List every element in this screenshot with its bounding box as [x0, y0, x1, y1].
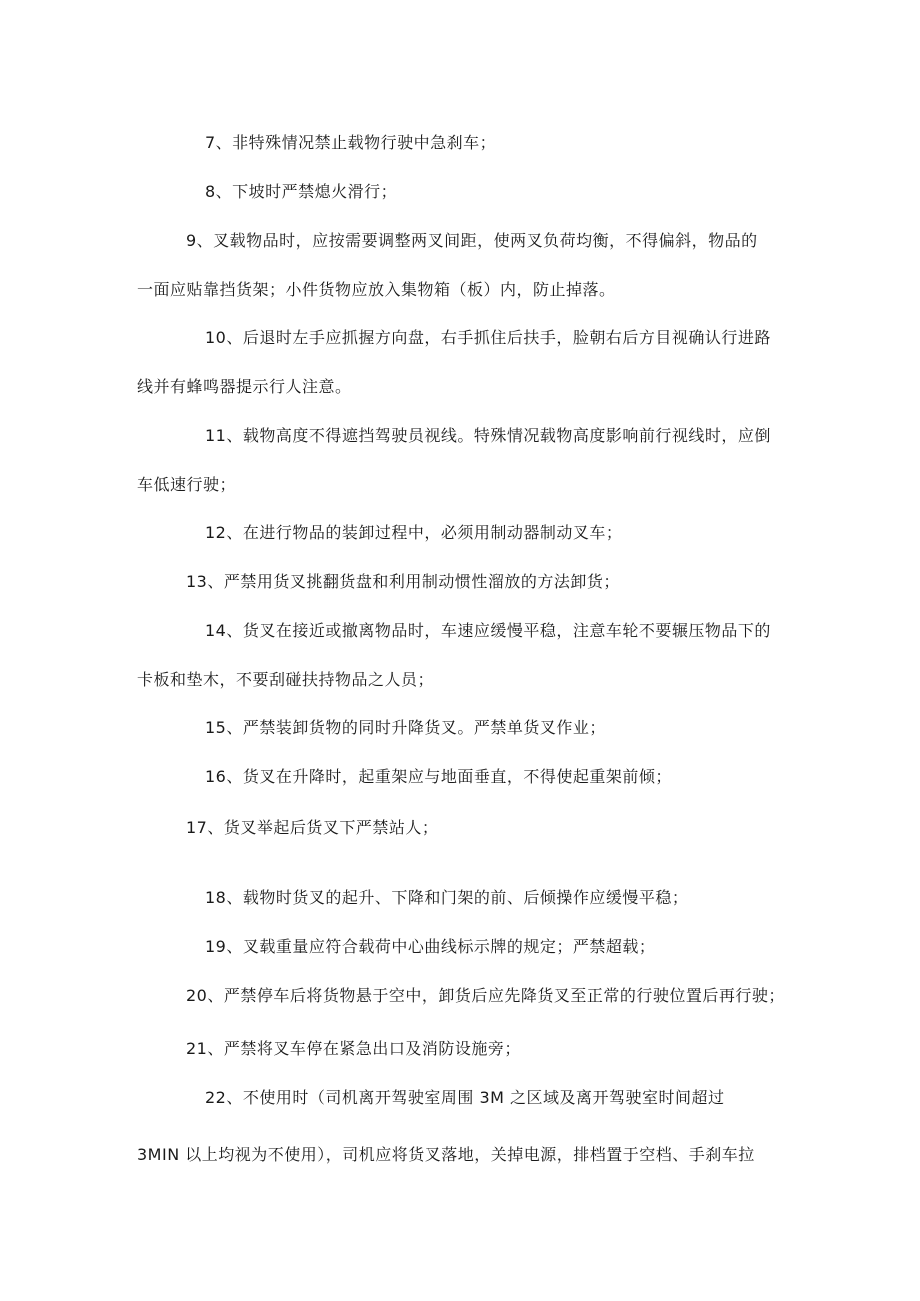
- rule-22-line-2: 3MIN 以上均视为不使用），司机应将货叉落地，关掉电源，排档置于空档、手刹车拉: [137, 1145, 755, 1164]
- rule-11-line-2: 车低速行驶；: [137, 475, 237, 494]
- rule-13-line-1: 13、严禁用货叉挑翻货盘和利用制动惯性溜放的方法卸货；: [186, 572, 620, 591]
- rule-15-line-1: 15、严禁装卸货物的同时升降货叉。严禁单货叉作业；: [205, 718, 606, 737]
- rule-18-line-1: 18、载物时货叉的起升、下降和门架的前、后倾操作应缓慢平稳；: [205, 888, 689, 907]
- rule-11-line-1: 11、载物高度不得遮挡驾驶员视线。特殊情况载物高度影响前行视线时，应倒: [205, 426, 771, 445]
- rule-14-line-2: 卡板和垫木，不要刮碰扶持物品之人员；: [137, 670, 435, 689]
- rule-12-line-1: 12、在进行物品的装卸过程中，必须用制动器制动叉车；: [205, 523, 623, 542]
- rule-8-line-1: 8、下坡时严禁熄火滑行；: [205, 182, 398, 201]
- rule-19-line-1: 19、叉载重量应符合载荷中心曲线标示牌的规定；严禁超载；: [205, 937, 656, 956]
- rule-20-line-1: 20、严禁停车后将货物悬于空中，卸货后应先降货叉至正常的行驶位置后再行驶；: [186, 986, 785, 1005]
- rule-10-line-2: 线并有蜂鸣器提示行人注意。: [137, 377, 352, 396]
- rule-21-line-1: 21、严禁将叉车停在紧急出口及消防设施旁；: [186, 1039, 521, 1058]
- rule-17-line-1: 17、货叉举起后货叉下严禁站人；: [186, 818, 439, 837]
- rule-14-line-1: 14、货叉在接近或撤离物品时，车速应缓慢平稳，注意车轮不要辗压物品下的: [205, 621, 771, 640]
- rule-7-line-1: 7、非特殊情况禁止载物行驶中急刹车；: [205, 133, 497, 152]
- rule-22-line-1: 22、不使用时（司机离开驾驶室周围 3M 之区域及离开驾驶室时间超过: [205, 1088, 725, 1107]
- rule-10-line-1: 10、后退时左手应抓握方向盘，右手抓住后扶手，脸朝右后方目视确认行进路: [205, 328, 771, 347]
- rule-9-line-2: 一面应贴靠挡货架；小件货物应放入集物箱（板）内，防止掉落。: [137, 280, 616, 299]
- rule-16-line-1: 16、货叉在升降时，起重架应与地面垂直，不得使起重架前倾；: [205, 767, 672, 786]
- rule-9-line-1: 9、叉载物品时，应按需要调整两叉间距，使两叉负荷均衡，不得偏斜，物品的: [186, 231, 758, 250]
